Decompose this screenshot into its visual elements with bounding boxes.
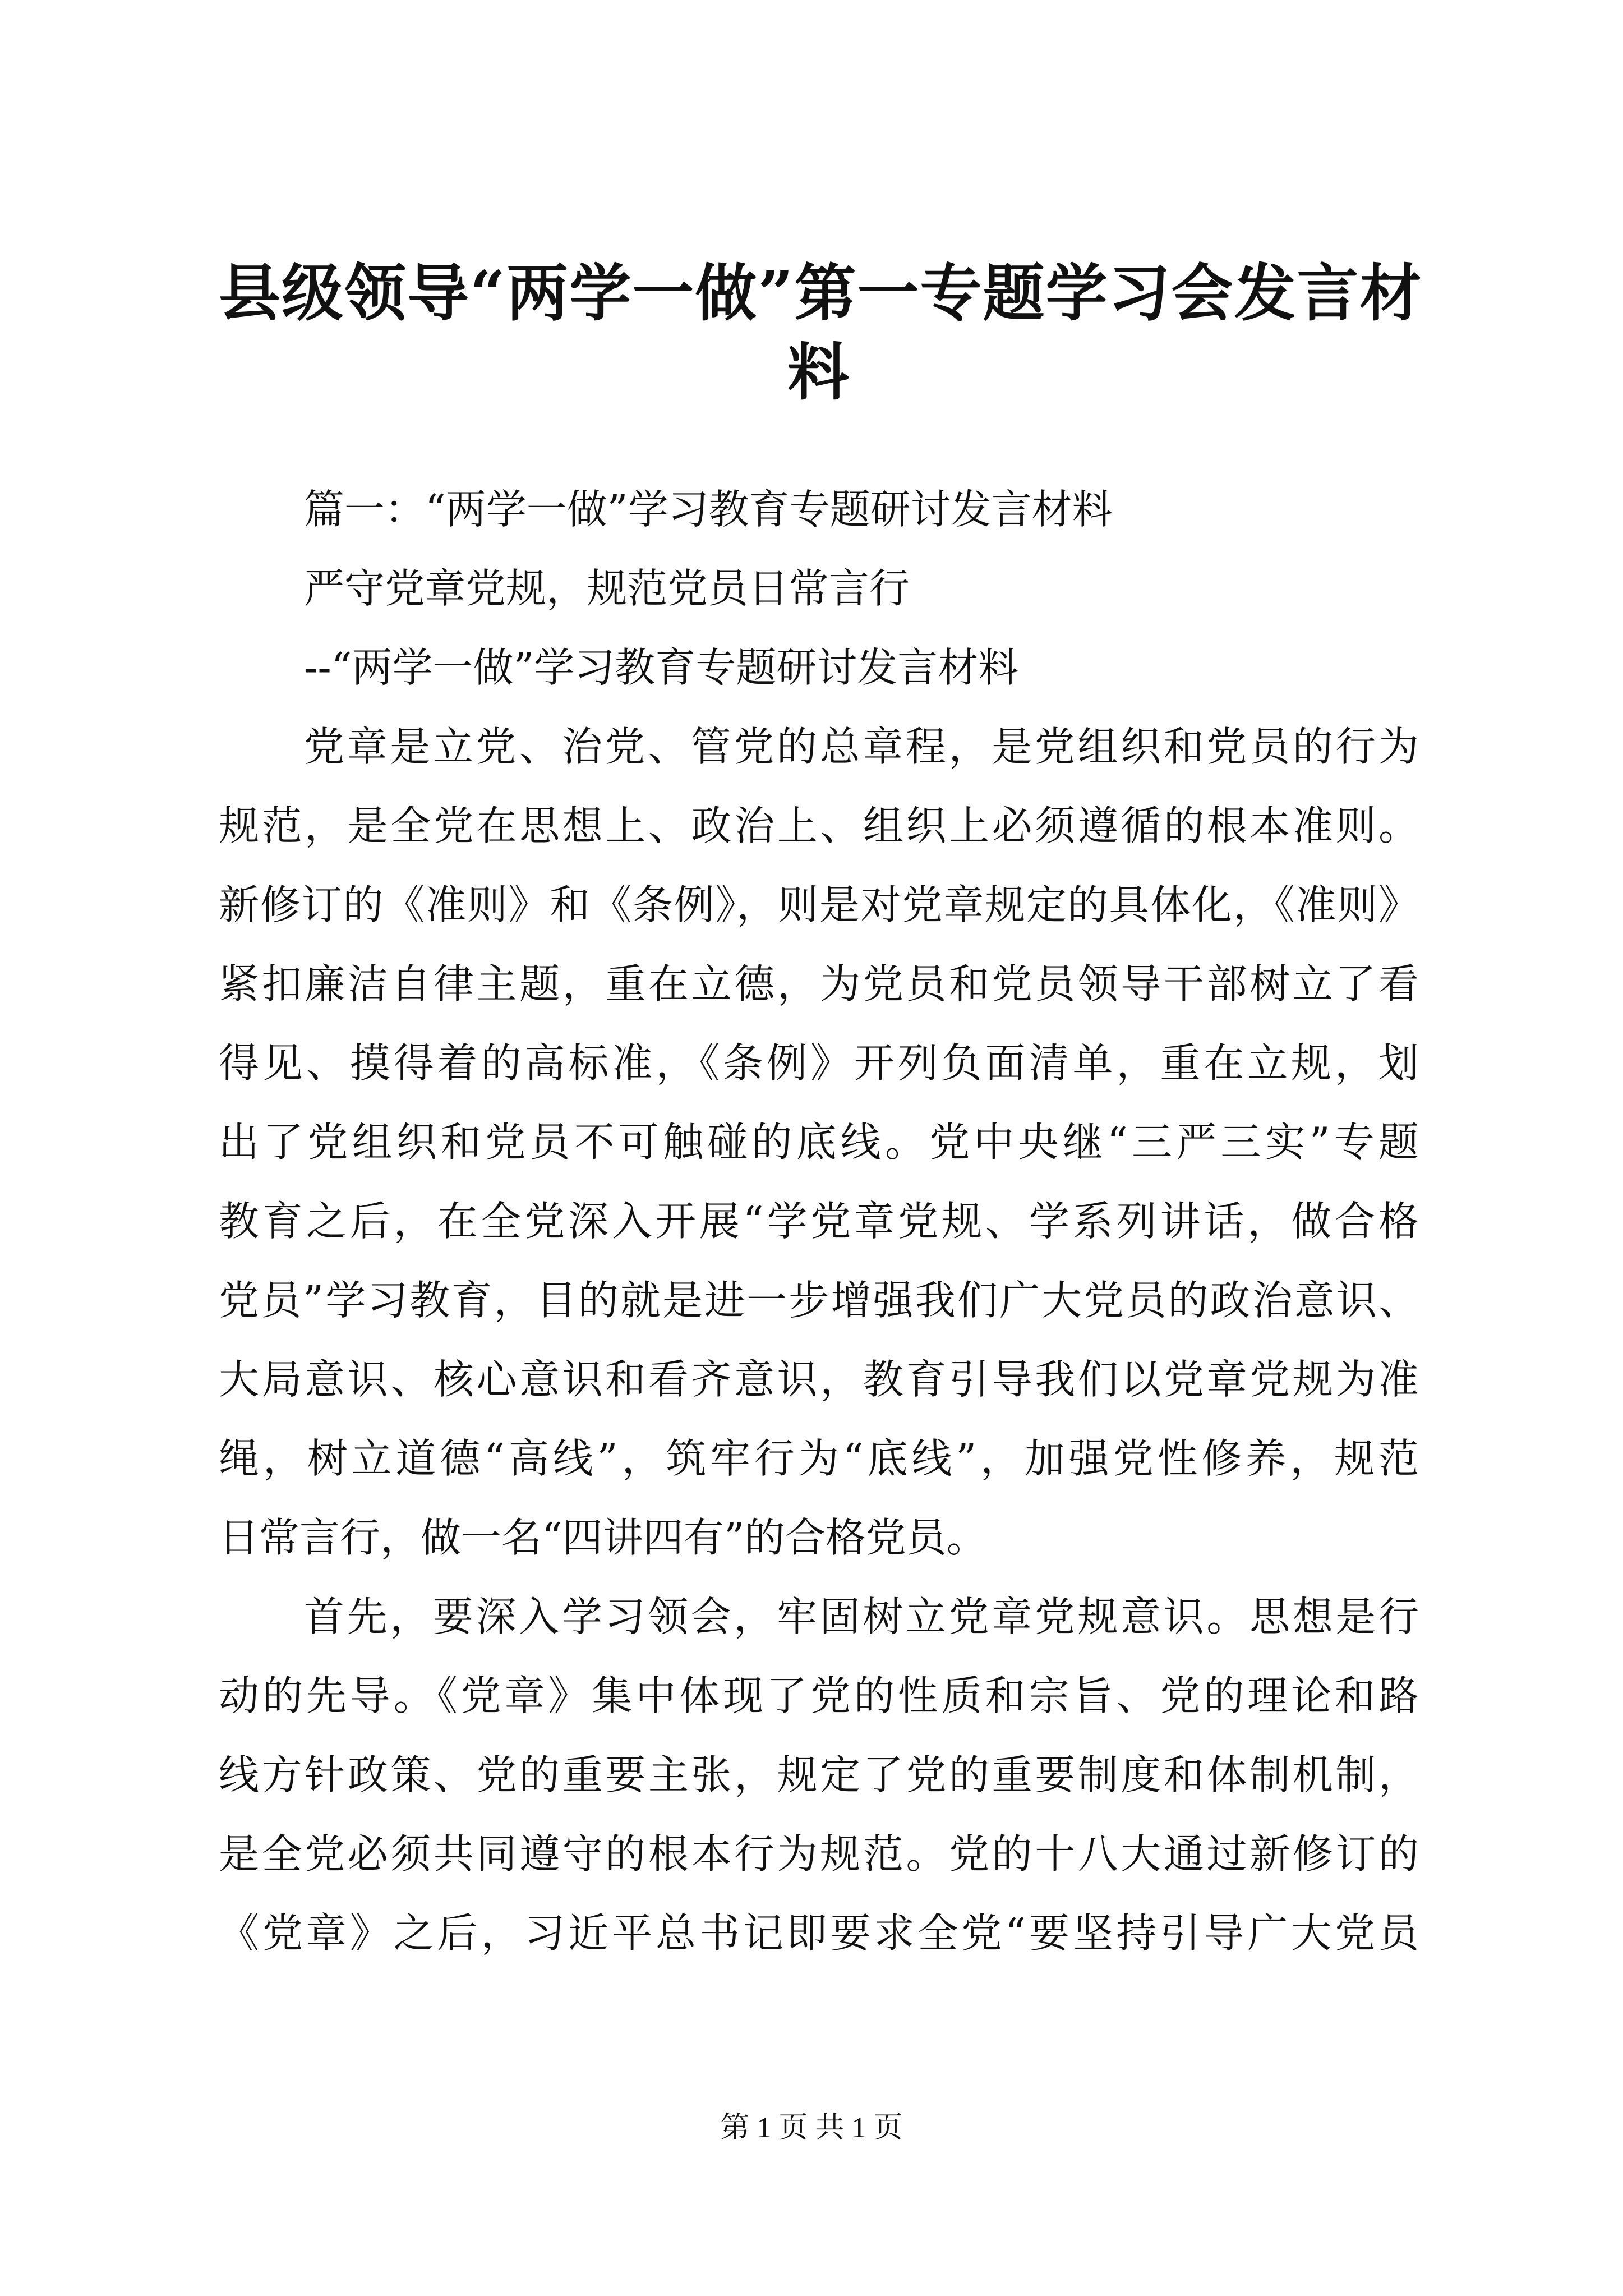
title-line-2: 料 — [787, 336, 850, 408]
document-title — [219, 251, 1423, 409]
body-line: 日常言行，做一名“四讲四有”的合格党员。 — [219, 1514, 987, 1561]
body-line: 紧扣廉洁自律主题，重在立德，为党员和党员领导干部树立了看 — [219, 960, 1419, 1007]
title-line-1: 县级领导“两学一做”第一专题学习会发言材 — [219, 257, 1423, 329]
page-footer: 第 1 页 共 1 页 — [720, 2112, 903, 2144]
body-line: 《党章》之后，习近平总书记即要求全党“要坚持引导广大党员 — [219, 1910, 1419, 1957]
body-line: --“两学一做”学习教育专题研讨发言材料 — [304, 644, 1019, 691]
body-line: 规范，是全党在思想上、政治上、组织上必须遵循的根本准则。 — [219, 802, 1419, 849]
body-line: 篇一：“两学一做”学习教育专题研讨发言材料 — [304, 486, 1113, 533]
body-line: 线方针政策、党的重要主张，规定了党的重要制度和体制机制， — [219, 1751, 1419, 1798]
body-line: 新修订的《准则》和《条例》，则是对党章规定的具体化，《准则》 — [219, 881, 1419, 928]
body-line: 严守党章党规，规范党员日常言行 — [304, 565, 910, 612]
body-line: 党章是立党、治党、管党的总章程，是党组织和党员的行为 — [304, 723, 1419, 770]
body-line: 动的先导。《党章》集中体现了党的性质和宗旨、党的理论和路 — [219, 1672, 1419, 1719]
body-line: 是全党必须共同遵守的根本行为规范。党的十八大通过新修订的 — [219, 1830, 1419, 1878]
body-line: 首先，要深入学习领会，牢固树立党章党规意识。思想是行 — [304, 1593, 1419, 1640]
body-line: 教育之后，在全党深入开展“学党章党规、学系列讲话，做合格 — [219, 1198, 1419, 1245]
body-line: 大局意识、核心意识和看齐意识，教育引导我们以党章党规为准 — [219, 1356, 1419, 1403]
body-line: 党员”学习教育，目的就是进一步增强我们广大党员的政治意识、 — [219, 1277, 1419, 1324]
document-body — [219, 470, 1419, 1973]
body-line: 出了党组织和党员不可触碰的底线。党中央继“三严三实”专题 — [219, 1119, 1419, 1166]
body-line: 绳，树立道德“高线”，筑牢行为“底线”，加强党性修养，规范 — [219, 1435, 1419, 1482]
body-line: 得见、摸得着的高标准，《条例》开列负面清单，重在立规，划 — [219, 1039, 1419, 1087]
